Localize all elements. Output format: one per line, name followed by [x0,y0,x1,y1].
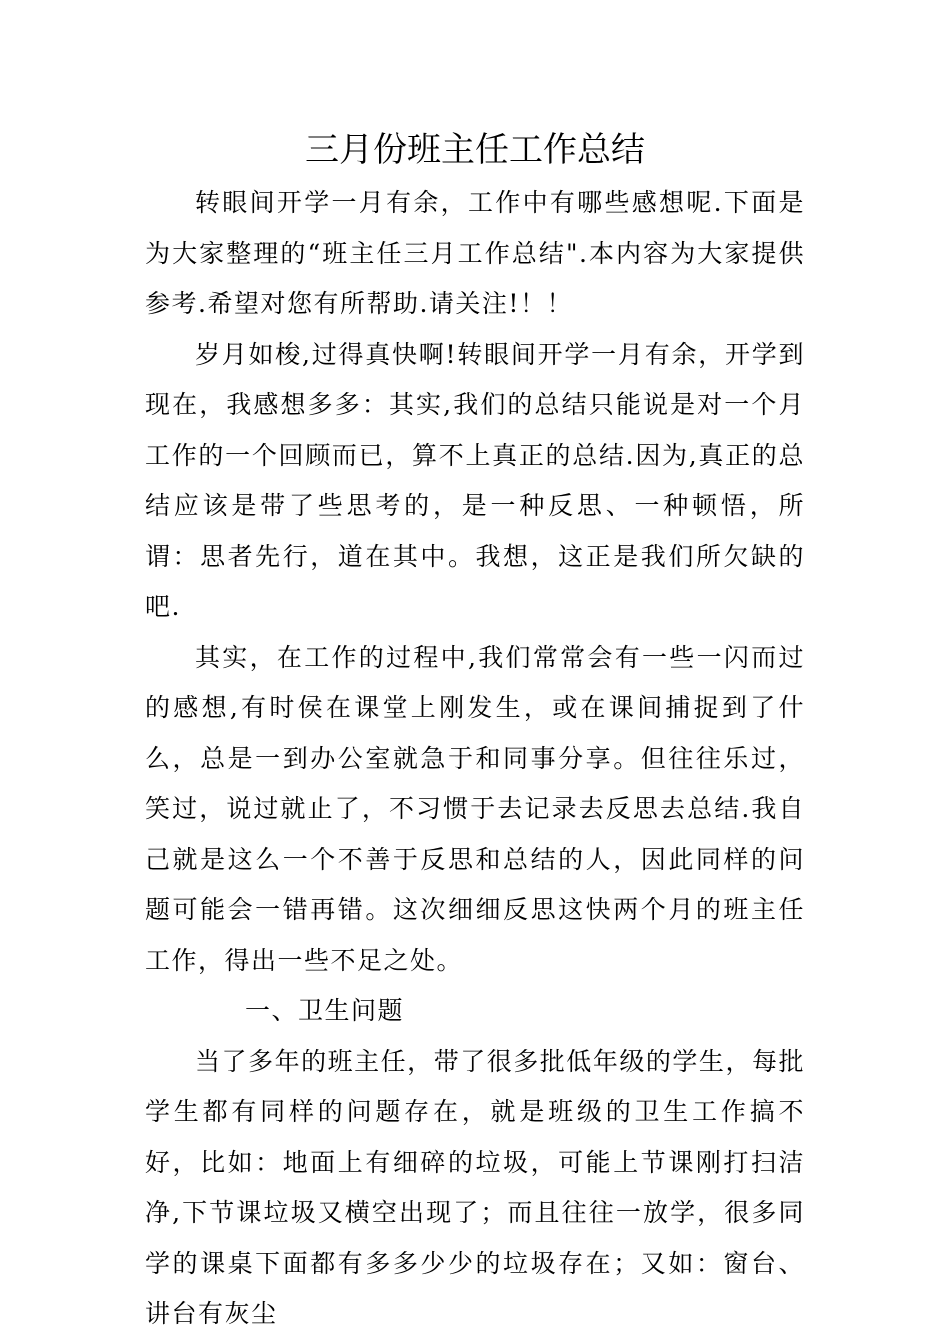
reflection-paragraph: 岁月如梭,过得真快啊!转眼间开学一月有余，开学到现在，我感想多多：其实,我们的总结只能说是对一个月工作的一个回顾而已，算不上真正的总结.因为,真正的总结应该是带了些思考的，是一种反思、一种顿悟，所谓：思者先行，道在其中。我想，这正是我们所欠缺的吧. [145,339,805,621]
hygiene-paragraph: 当了多年的班主任，带了很多批低年级的学生，每批学生都有同样的问题存在，就是班级的卫生工作搞不好，比如：地面上有细碎的垃圾，可能上节课刚打扫洁净,下节课垃圾又横空出现了；而且往往一放学，很多同学的课桌下面都有多多少少的垃圾存在；又如：窗台、讲台有灰尘 [145,1046,805,1328]
experience-paragraph: 其实，在工作的过程中,我们常常会有一些一闪而过的感想,有时侯在课堂上刚发生，或在课间捕捉到了什么，总是一到办公室就急于和同事分享。但往往乐过，笑过，说过就止了，不习惯于去记录去反思去总结.我自己就是这么一个不善于反思和总结的人，因此同样的问题可能会一错再错。这次细细反思这快两个月的班主任工作，得出一些不足之处。 [145,642,805,975]
section-heading-hygiene: 一、卫生问题 [245,996,405,1025]
document-body [145,178,805,1340]
intro-paragraph: 转眼间开学一月有余，工作中有哪些感想呢.下面是为大家整理的“班主任三月工作总结".本内容为大家提供参考.希望对您有所帮助.请关注!！！ [145,188,805,318]
document-title: 三月份班主任工作总结 [305,130,645,170]
